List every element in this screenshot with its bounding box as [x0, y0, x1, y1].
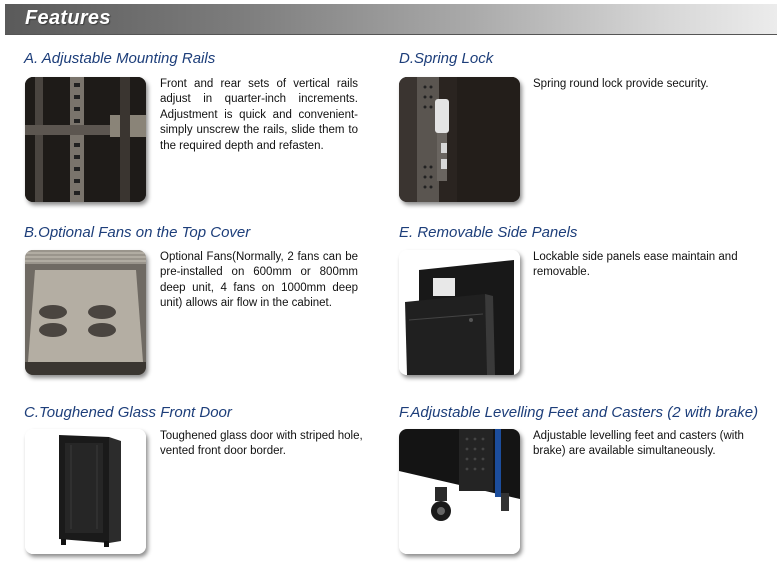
feature-e-description: Lockable side panels ease maintain and removable. [533, 251, 738, 279]
feature-e-image [399, 250, 520, 375]
feature-d-description: Spring round lock provide security. [533, 78, 709, 90]
feature-d-heading: D.Spring Lock [399, 50, 494, 67]
feature-c-heading: C.Toughened Glass Front Door [24, 404, 232, 421]
feature-d-image [399, 77, 520, 202]
feature-a-image [25, 77, 146, 202]
feature-c-description: Toughened glass door with striped hole, vented front door border. [160, 430, 363, 458]
feature-f-image [399, 429, 520, 554]
feature-f-heading: F.Adjustable Levelling Feet and Casters (2 with brake) [399, 404, 759, 421]
features-header-bar [5, 4, 777, 35]
page-title: Features [25, 7, 111, 29]
feature-a-heading: A. Adjustable Mounting Rails [24, 50, 216, 67]
feature-b-image [25, 250, 146, 375]
feature-c-image [25, 429, 146, 554]
feature-a-description: Front and rear sets of vertical rails adjust in quarter-inch increments. Adjustment is quick and convenient-simply unscrew the rails, slide them to the required depth and refasten. [160, 78, 358, 152]
feature-b-description: Optional Fans(Normally, 2 fans can be pre-installed on 600mm or 800mm deep unit, 4 fans on 1000mm deep unit) allows air flow in the cabinet. [160, 251, 358, 310]
feature-b-heading: B.Optional Fans on the Top Cover [24, 224, 251, 241]
feature-f-description: Adjustable levelling feet and casters (with brake) are available simultaneously. [533, 430, 744, 458]
feature-e-heading: E. Removable Side Panels [399, 224, 578, 241]
